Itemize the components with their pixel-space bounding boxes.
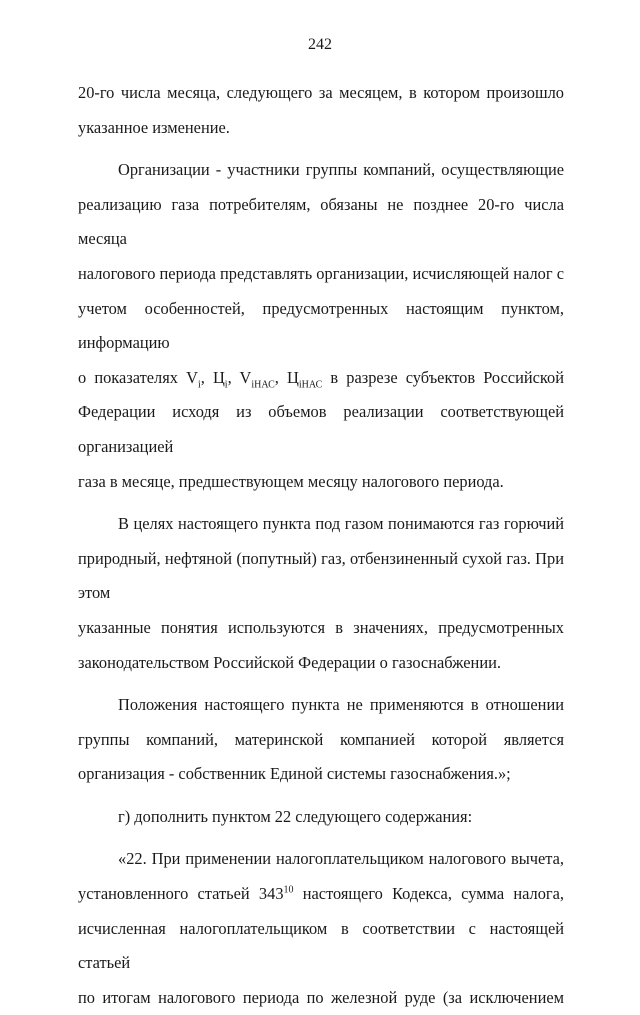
text-line: Организации - участники группы компаний, осуществляющие <box>118 160 564 180</box>
text-line: газа в месяце, предшествующем месяцу налогового периода. <box>78 471 504 491</box>
text-line: Федерации исходя из объемов реализации соответствующей организацией <box>78 402 564 456</box>
text-line: В целях настоящего пункта под газом понимаются газ горючий <box>118 514 564 534</box>
text-line: законодательством Российской Федерации о газоснабжении. <box>78 652 501 672</box>
text-line: указанное изменение. <box>78 117 230 137</box>
text-line: учетом особенностей, предусмотренных настоящим пунктом, информацию <box>78 298 564 353</box>
text-line: налогового периода представлять организации, исчисляющей налог с <box>78 263 564 283</box>
formula-suffix: в разрезе субъектов Российской <box>322 367 564 387</box>
paragraph <box>78 153 564 499</box>
article-prefix: установленного статьей 343 <box>78 884 284 904</box>
formula-line <box>78 361 564 396</box>
formula-text: , Ц <box>274 367 299 387</box>
article-suffix: настоящего Кодекса, сумма налога, <box>293 884 564 904</box>
text-line: по итогам налогового периода по железной руде (за исключением <box>78 987 564 1007</box>
formula-subscript: iНАС <box>298 379 323 391</box>
text-line: «22. При применении налогоплательщиком налогового вычета, <box>118 849 564 869</box>
formula-subscript: i <box>224 379 228 391</box>
text-line: 20-го числа месяца, следующего за месяцем, в котором произошло <box>78 83 564 102</box>
paragraph <box>78 688 564 792</box>
article-line <box>78 877 564 912</box>
text-line: организация - собственник Единой системы газоснабжения.»; <box>78 764 511 784</box>
paragraph <box>78 800 564 835</box>
page-number: 242 <box>308 36 332 53</box>
paragraph <box>78 842 564 1015</box>
article-superscript: 10 <box>283 884 294 896</box>
text-line: природный, нефтяной (попутный) газ, отбензиненный сухой газ. При этом <box>78 548 564 603</box>
document-body <box>78 76 564 1015</box>
text-line: реализацию газа потребителям, обязаны не позднее 20-го числа месяца <box>78 194 564 249</box>
text-line: указанные понятия используются в значениях, предусмотренных <box>78 617 564 637</box>
paragraph <box>78 507 564 680</box>
text-line: г) дополнить пунктом 22 следующего содержания: <box>118 806 473 826</box>
formula-prefix: о показателях V <box>78 367 198 387</box>
formula-text: , Ц <box>200 367 225 387</box>
text-line: Положения настоящего пункта не применяются в отношении <box>118 695 564 715</box>
text-line: группы компаний, материнской компанией которой является <box>78 729 564 749</box>
formula-subscript: iНАС <box>251 379 275 391</box>
formula-text: , V <box>227 367 252 387</box>
paragraph <box>78 76 564 145</box>
text-line: исчисленная налогоплательщиком в соответствии с настоящей статьей <box>78 918 564 973</box>
formula-subscript: i <box>197 379 201 391</box>
